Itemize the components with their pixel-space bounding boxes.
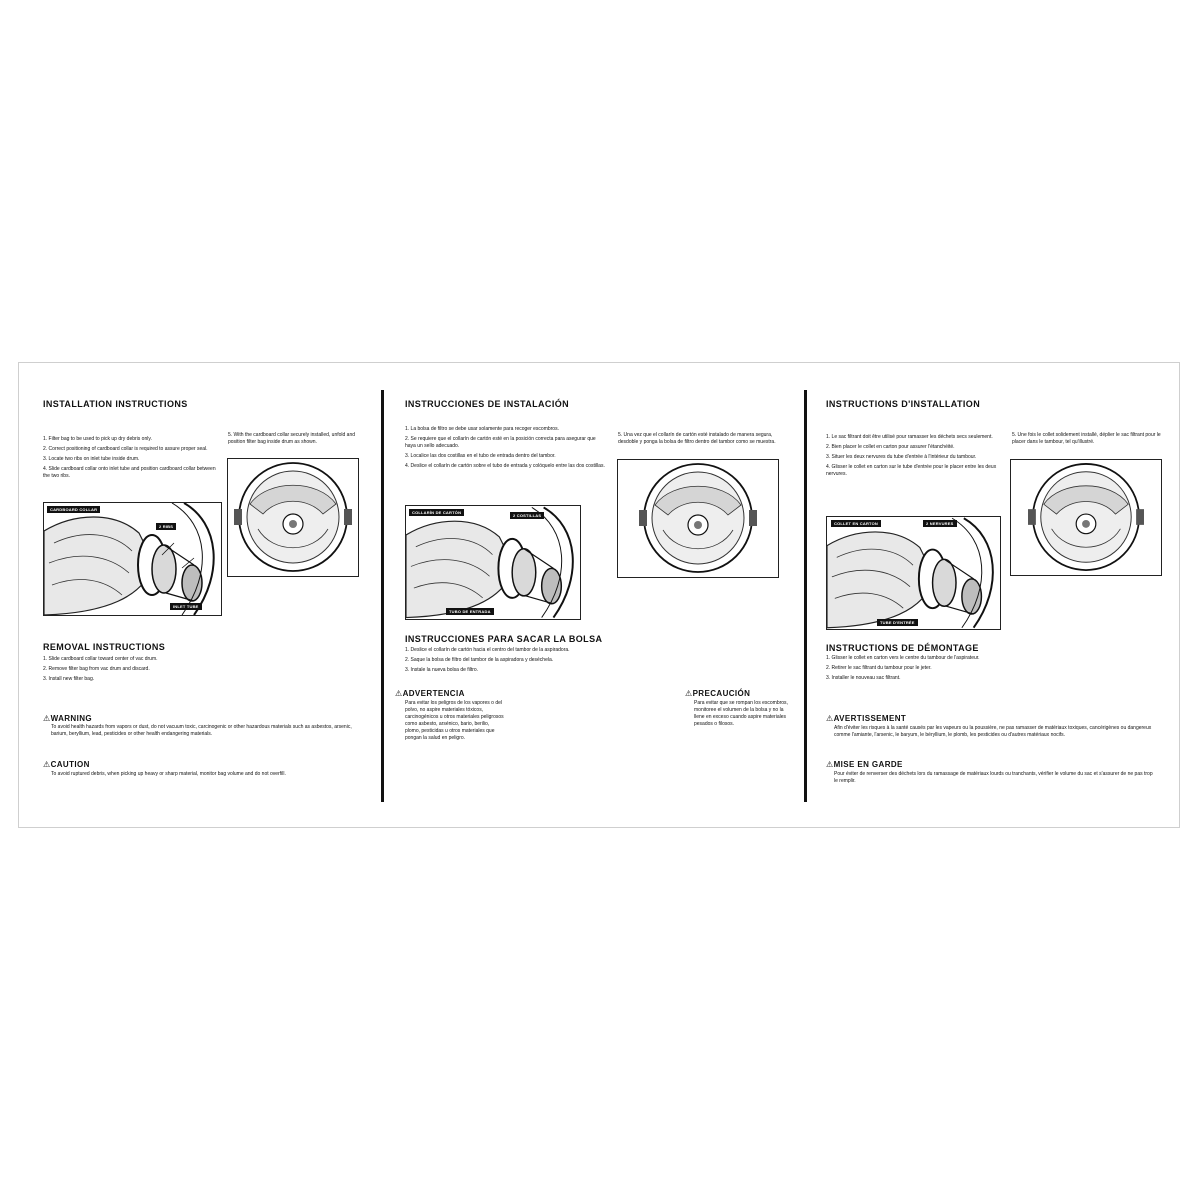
removal-title-es: INSTRUCCIONES PARA SACAR LA BOLSA bbox=[405, 634, 603, 644]
warning-title: ⚠WARNING bbox=[43, 714, 93, 723]
removal-step-2-es: 2. Saque la bolsa de filtro del tambor de la aspiradora y deséchela. bbox=[405, 657, 554, 663]
column-divider bbox=[381, 390, 384, 802]
callout-ribs-fr: 2 NERVURES bbox=[923, 520, 957, 527]
step-2-es: 2. Se requiere que el collarín de cartón esté en la posición correcta para asegurar que haya un sello adecuado. bbox=[405, 436, 596, 449]
callout-collar: CARDBOARD COLLAR bbox=[47, 506, 100, 513]
removal-step-1-fr: 1. Glisser le collet en carton vers le centre du tambour de l'aspirateur. bbox=[826, 655, 980, 661]
collar-illustration bbox=[43, 502, 222, 616]
step-4-es: 4. Deslice el collarín de cartón sobre el tubo de entrada y colóquelo entre las dos costillas. bbox=[405, 463, 605, 469]
installation-steps-fr bbox=[826, 434, 998, 481]
installation-steps bbox=[43, 436, 221, 483]
caution-text-es: Para evitar que se rompan los escombros, monitoree el volumen de la bolsa y no la llene en exceso cuando aspire materiales pesados o filosos. bbox=[694, 700, 788, 727]
caution-text: To avoid ruptured debris, when picking up heavy or sharp material, monitor bag volume and do not overfill. bbox=[51, 771, 286, 777]
step-5-fr: 5. Une fois le collet solidement installé, déplier le sac filtrant pour le placer dans le tambour, tel qu'illustré. bbox=[1012, 432, 1161, 445]
collar-illustration-fr bbox=[826, 516, 1001, 630]
step-4-fr: 4. Glisser le collet en carton sur le tube d'entrée pour le placer entre les deux nervures. bbox=[826, 464, 997, 477]
step-3-fr: 3. Situer les deux nervures du tube d'entrée à l'intérieur du tambour. bbox=[826, 454, 977, 460]
installation-title-es: INSTRUCCIONES DE INSTALACIÓN bbox=[405, 399, 570, 409]
collar-illustration-es bbox=[405, 505, 581, 620]
installation-steps-es bbox=[405, 426, 605, 473]
drum-top-view-icon bbox=[618, 460, 778, 577]
collar-drawing-icon bbox=[406, 506, 580, 619]
removal-step-3: 3. Install new filter bag. bbox=[43, 676, 95, 682]
drum-illustration bbox=[227, 458, 359, 577]
step-1-fr: 1. Le sac filtrant doit être utilisé pour ramasser les déchets secs seulement. bbox=[826, 434, 993, 440]
removal-steps-es bbox=[405, 647, 735, 677]
drum-illustration-es bbox=[617, 459, 779, 578]
column-divider bbox=[804, 390, 807, 802]
step-3-es: 3. Localice las dos costillas en el tubo de entrada dentro del tambor. bbox=[405, 453, 556, 459]
removal-step-2-fr: 2. Retirer le sac filtrant du tambour pour le jeter. bbox=[826, 665, 932, 671]
removal-steps bbox=[43, 656, 343, 686]
callout-collar-fr: COLLET EN CARTON bbox=[831, 520, 881, 527]
step-2: 2. Correct positioning of cardboard collar is required to assure proper seal. bbox=[43, 446, 208, 452]
drum-illustration-fr bbox=[1010, 459, 1162, 576]
collar-drawing-icon bbox=[827, 517, 1000, 629]
callout-ribs: 2 RIBS bbox=[156, 523, 176, 530]
removal-step-1-es: 1. Deslice el collarín de cartón hacia el centro del tambor de la aspiradora. bbox=[405, 647, 570, 653]
callout-inlet-tube-fr: TUBE D'ENTRÉE bbox=[877, 619, 918, 626]
installation-title-fr: INSTRUCTIONS D'INSTALLATION bbox=[826, 399, 981, 409]
step-3: 3. Locate two ribs on inlet tube inside drum. bbox=[43, 456, 140, 462]
warning-title-es: ⚠ADVERTENCIA bbox=[395, 689, 465, 698]
warning-text-fr: Afin d'éviter les risques à la santé causés par les vapeurs ou la poussière, ne pas ramasser de matériaux toxiques, cancérigènes ou dangereux comme l'amiante, l'arsenic, le baryum, le béryllium, le plomb, les pesticides ou d'autres matériaux nocifs. bbox=[834, 725, 1152, 738]
step-2-fr: 2. Bien placer le collet en carton pour assurer l'étanchéité. bbox=[826, 444, 955, 450]
drum-top-view-icon bbox=[228, 459, 358, 576]
warning-text-es: Para evitar los peligros de los vapores o del polvo, no aspire materiales tóxicos, carcinogénicos u otros materiales peligrosos como asbesto, arsénico, bario, berilio, plomo, pesticidas u otros materiales que pongan la salud en peligro. bbox=[405, 700, 504, 741]
caution-title: ⚠CAUTION bbox=[43, 760, 90, 769]
collar-drawing-icon bbox=[44, 503, 221, 615]
step-4: 4. Slide cardboard collar onto inlet tube and position cardboard collar between the two ribs. bbox=[43, 466, 216, 479]
removal-title-fr: INSTRUCTIONS DE DÉMONTAGE bbox=[826, 643, 979, 653]
step-5: 5. With the cardboard collar securely installed, unfold and position filter bag inside drum as shown. bbox=[228, 432, 356, 445]
removal-steps-fr bbox=[826, 655, 1146, 685]
step-1-es: 1. La bolsa de filtro se debe usar solamente para recoger escombros. bbox=[405, 426, 559, 432]
removal-step-2: 2. Remove filter bag from vac drum and discard. bbox=[43, 666, 150, 672]
warning-title-fr: ⚠AVERTISSEMENT bbox=[826, 714, 907, 723]
removal-step-3-fr: 3. Installer le nouveau sac filtrant. bbox=[826, 675, 901, 681]
caution-text-fr: Pour éviter de renverser des déchets lors du ramassage de matériaux lourds ou tranchants, vérifier le volume du sac et s'assurer de ne pas trop le remplir. bbox=[834, 771, 1153, 784]
callout-collar-es: COLLARÍN DE CARTÓN bbox=[409, 509, 464, 516]
drum-top-view-icon bbox=[1011, 460, 1161, 575]
installation-title: INSTALLATION INSTRUCTIONS bbox=[43, 399, 188, 409]
callout-inlet-tube: INLET TUBE bbox=[170, 603, 202, 610]
removal-step-3-es: 3. Instale la nueva bolsa de filtro. bbox=[405, 667, 479, 673]
step-5-es: 5. Una vez que el collarín de cartón esté instalado de manera segura, desdoble y ponga la bolsa de filtro dentro del tambor como se muestra. bbox=[618, 432, 776, 445]
removal-step-1: 1. Slide cardboard collar toward center of vac drum. bbox=[43, 656, 158, 662]
caution-title-es: ⚠PRECAUCIÓN bbox=[685, 689, 751, 698]
caution-title-fr: ⚠MISE EN GARDE bbox=[826, 760, 903, 769]
step-1: 1. Filter bag to be used to pick up dry debris only. bbox=[43, 436, 152, 442]
warning-text: To avoid health hazards from vapors or dust, do not vacuum toxic, carcinogenic or other hazardous materials such as asbestos, arsenic, barium, beryllium, lead, pesticides or other health endangering materials. bbox=[51, 724, 352, 737]
callout-inlet-tube-es: TUBO DE ENTRADA bbox=[446, 608, 494, 615]
removal-title: REMOVAL INSTRUCTIONS bbox=[43, 642, 166, 652]
callout-ribs-es: 2 COSTILLAS bbox=[510, 512, 544, 519]
